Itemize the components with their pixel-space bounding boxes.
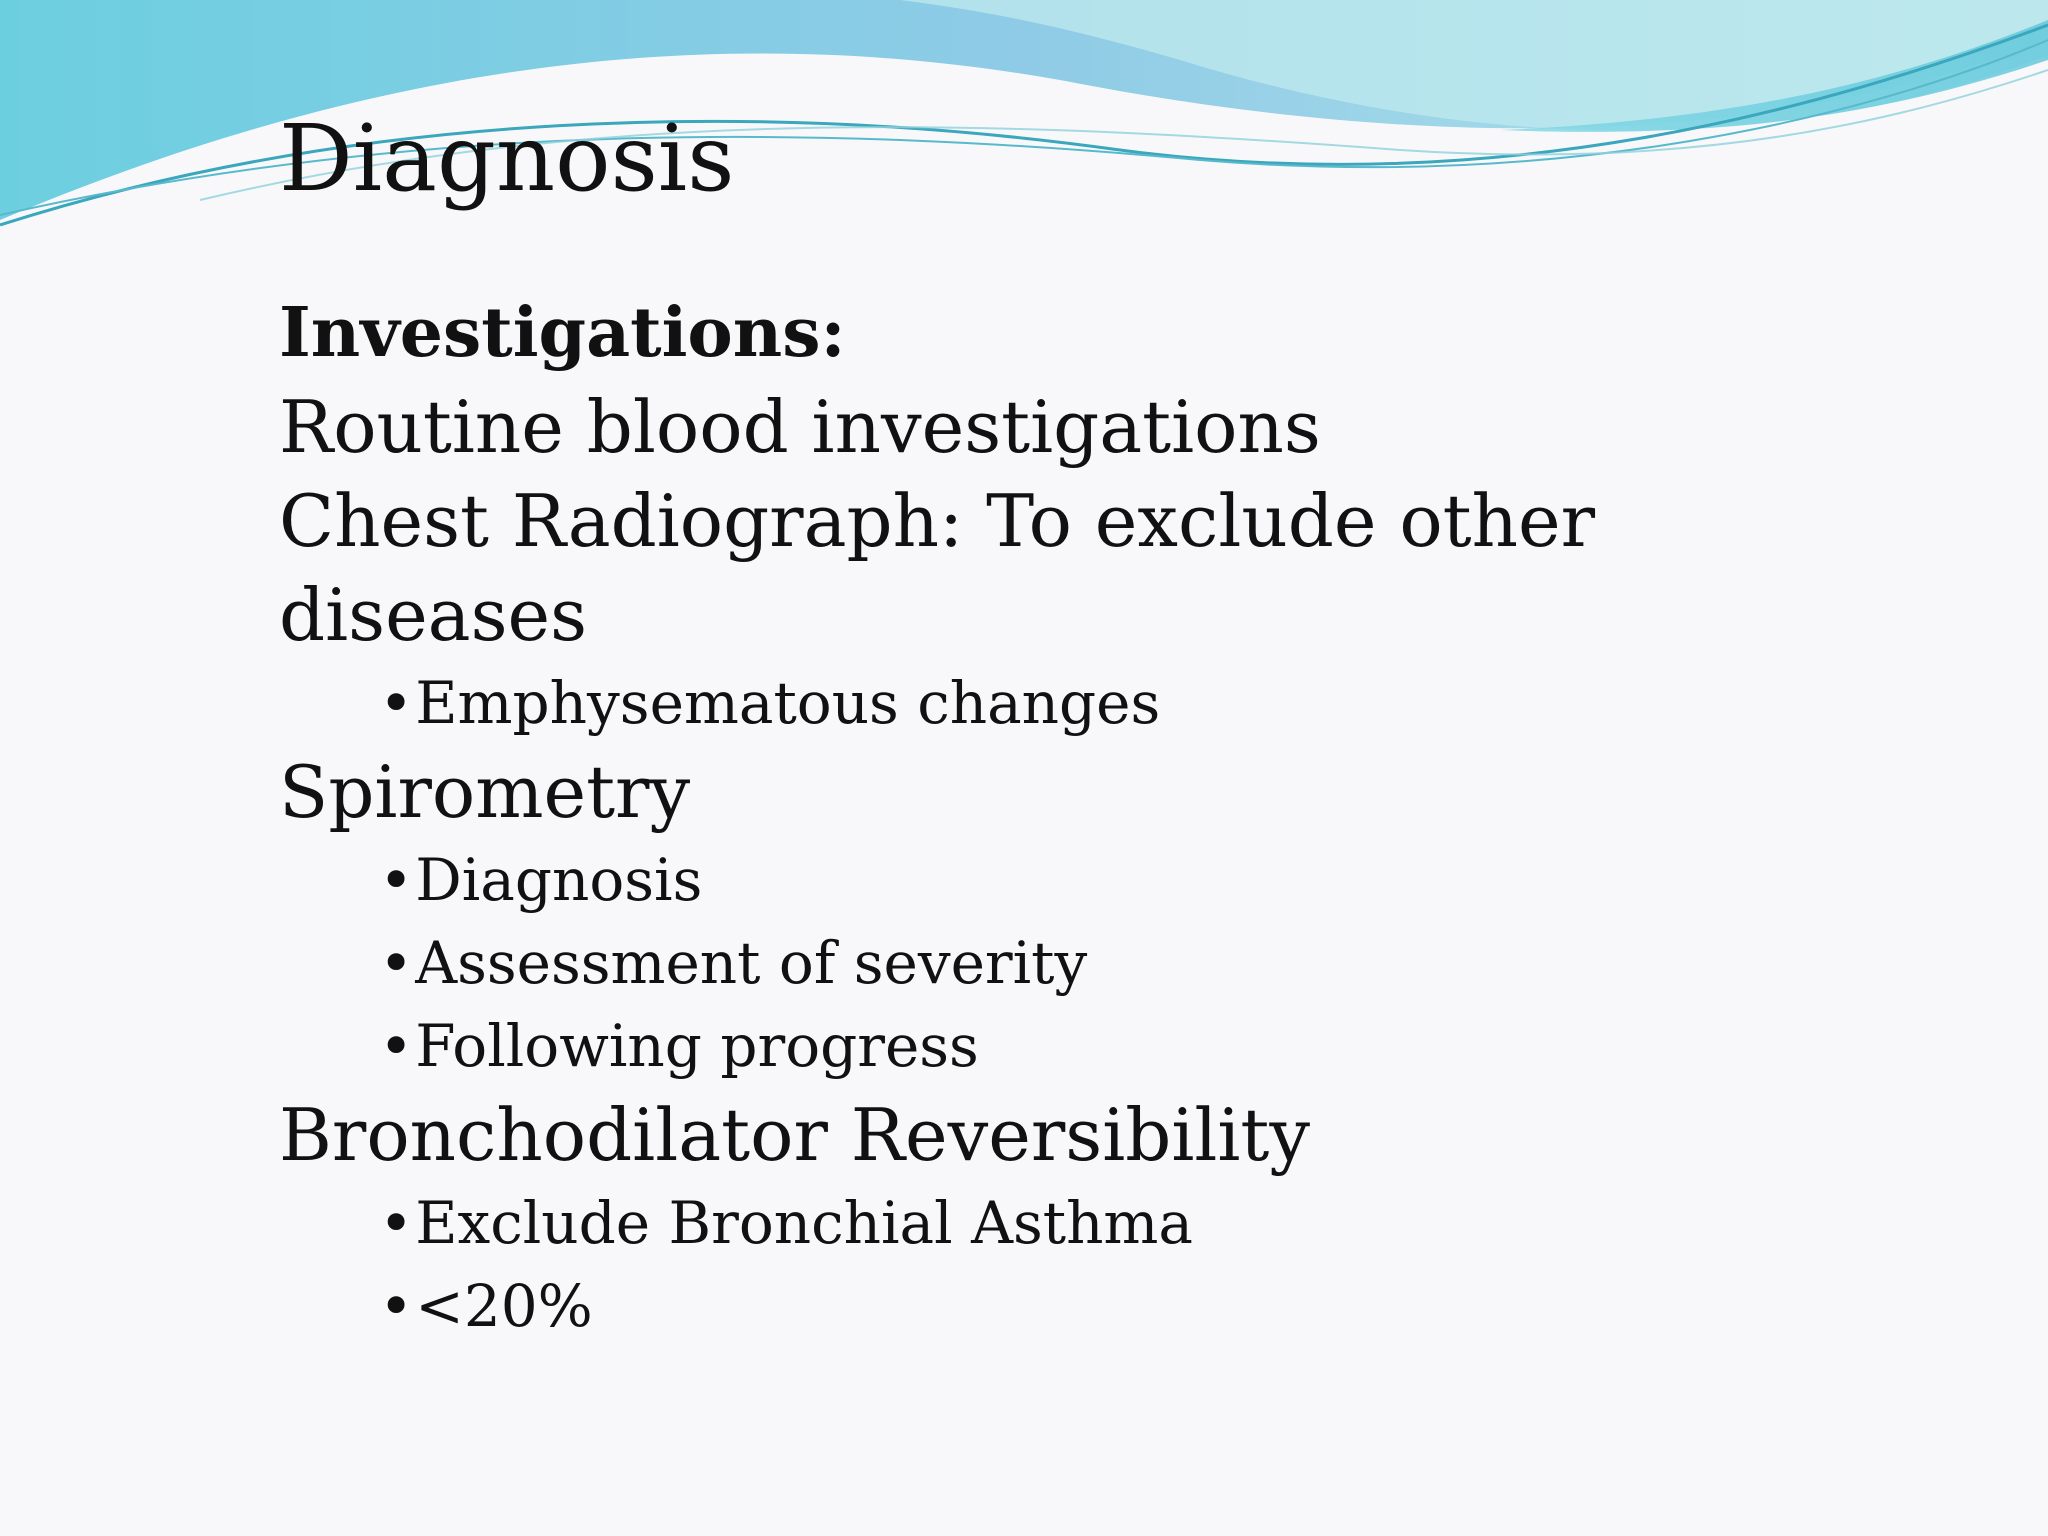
list-item-sub-text: Exclude Bronchial Asthma [415, 1189, 1194, 1257]
list-item-sub-text: Emphysematous changes [415, 669, 1161, 737]
slide-title: Diagnosis [279, 105, 735, 212]
slide-body [279, 286, 1979, 1348]
list-item-sub-text: <20% [415, 1272, 593, 1340]
list-item-sub [279, 922, 1979, 1005]
list-item-main: diseases [279, 573, 588, 657]
bullet-icon: • [379, 846, 414, 914]
list-item-sub [279, 839, 1979, 922]
list-item-main: Spirometry [279, 750, 691, 834]
list-item-sub [279, 1182, 1979, 1265]
list-item-sub [279, 1265, 1979, 1348]
bullet-icon: • [379, 669, 414, 737]
list-item-main: Chest Radiograph: To exclude other [279, 479, 1596, 563]
list-item-sub-text: Following progress [415, 1012, 979, 1080]
investigations-heading: Investigations: [279, 293, 846, 373]
list-item-main: Routine blood investigations [279, 385, 1321, 469]
list-item-sub [279, 1005, 1979, 1088]
bullet-icon: • [379, 1189, 414, 1257]
bullet-icon: • [379, 1272, 414, 1340]
list-item-sub [279, 662, 1979, 745]
list-item-sub-text: Assessment of severity [415, 929, 1088, 997]
list-item-main: Bronchodilator Reversibility [279, 1093, 1311, 1177]
bullet-icon: • [379, 1012, 414, 1080]
list-item-sub-text: Diagnosis [415, 846, 703, 914]
bullet-icon: • [379, 929, 414, 997]
